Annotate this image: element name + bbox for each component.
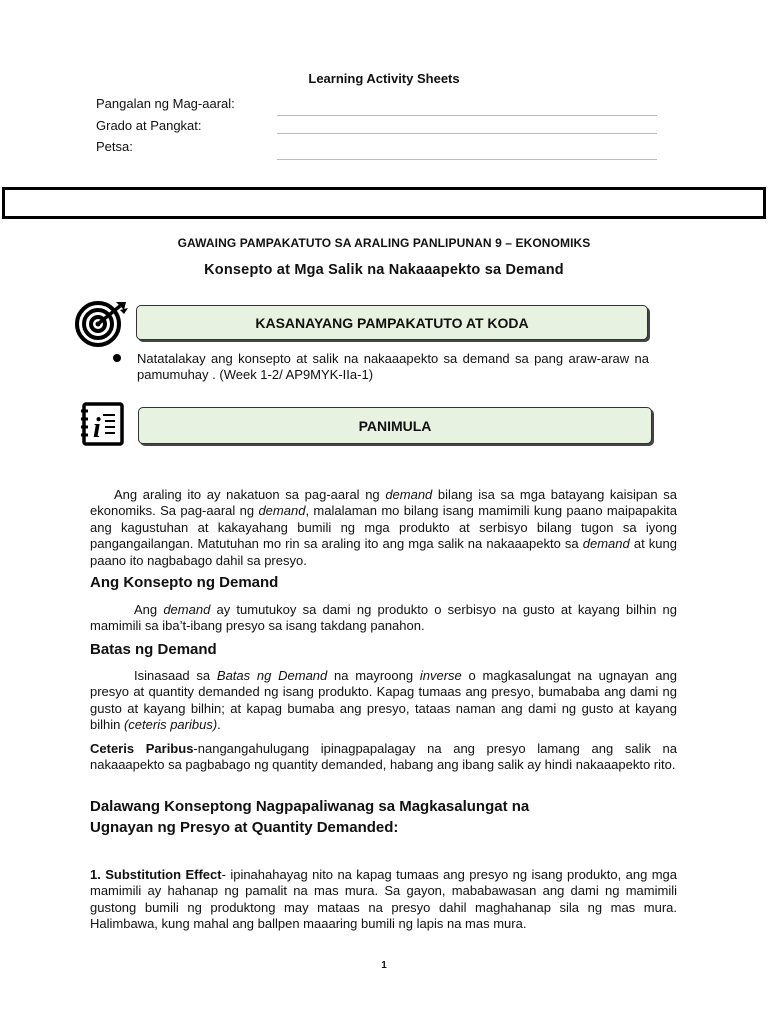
name-field[interactable]	[277, 115, 657, 116]
name-label: Pangalan ng Mag-aaral:	[96, 96, 235, 111]
concept-paragraph: Ang demand ay tumutukoy sa dami ng produkto o serbisyo na gusto at kayang bilhin ng mamimili sa iba’t-ibang presyo sa isang takdang panahon.	[90, 602, 678, 634]
svg-text:i: i	[93, 413, 101, 444]
law-heading: Batas ng Demand	[90, 641, 217, 658]
header-bar	[2, 187, 766, 219]
law-paragraph: Isinasaad sa Batas ng Demand na mayroong inverse o magkasalungat na ugnayan ang presyo at quantity demanded ng isang produkto. Kapag tumaas ang presyo, bumababa ang dami ng gusto at kayang bilhin; at kapag bumaba ang presyo, tataas naman ang dami ng gusto at kayang bilhin (ceteris paribus).	[90, 668, 677, 733]
page-number: 1	[381, 960, 387, 971]
introduction-banner: PANIMULA	[138, 407, 652, 444]
date-field[interactable]	[277, 159, 657, 160]
grade-section-field[interactable]	[277, 133, 657, 134]
date-label: Petsa:	[96, 139, 133, 154]
lesson-title: Konsepto at Mga Salik na Nakaaapekto sa Demand	[204, 262, 564, 278]
info-book-icon	[79, 401, 127, 447]
bullet-dot	[113, 354, 121, 362]
subject-heading: GAWAING PAMPAKATUTO SA ARALING PANLIPUNAN 9 – EKONOMIKS	[177, 236, 591, 250]
grade-section-label: Grado at Pangkat:	[96, 118, 202, 133]
ceteris-paribus-paragraph: Ceteris Paribus-nangangahulugang ipinagpapalagay na ang presyo lamang ang salik na nakaaapekto sa pagbabago ng quantity demanded, habang ang ibang salik ay hindi nakaaapekto rito.	[90, 741, 678, 773]
sheet-title: Learning Activity Sheets	[308, 71, 460, 86]
skills-banner: KASANAYANG PAMPAKATUTO AT KODA	[136, 305, 648, 340]
concept-heading: Ang Konsepto ng Demand	[90, 574, 279, 591]
learning-competency: Natatalakay ang konsepto at salik na nakaaapekto sa demand sa pang araw-araw na pamumuhay . (Week 1-2/ AP9MYK-IIa-1)	[137, 351, 649, 383]
intro-paragraph: Ang araling ito ay nakatuon sa pag-aaral ng demand bilang isa sa mga batayang kaisipan sa ekonomiks. Sa pag-aaral ng demand, malalaman mo bilang isang mamimili kung paano maipapakita ang kagustuhan at kakayahang bumili ng mga produkto at serbisyo bilang tugon sa iyong pangangailangan. Matutuhan mo rin sa araling ito ang mga salik na nakaaapekto sa demand at kung paano ito nagbabago dahil sa presyo.	[90, 487, 677, 568]
target-icon	[74, 300, 130, 348]
substitution-effect-paragraph: 1. Substitution Effect- ipinahahayag nito na kapag tumaas ang presyo ng isang produkto, ang mga mamimili ay hahanap ng pamalit na mas mura. Sa gayon, mababawasan ang dami ng mamimili gustong bumili ng produktong may mataas na presyo dahil maghahanap sila ng mas mura. Halimbawa, kung mahal ang ballpen maaaring bumili ng lapis na mas mura.	[90, 867, 678, 932]
two-concepts-heading: Dalawang Konseptong Nagpapaliwanag sa Magkasalungat na Ugnayan ng Presyo at Quantity Demanded:	[90, 798, 530, 836]
